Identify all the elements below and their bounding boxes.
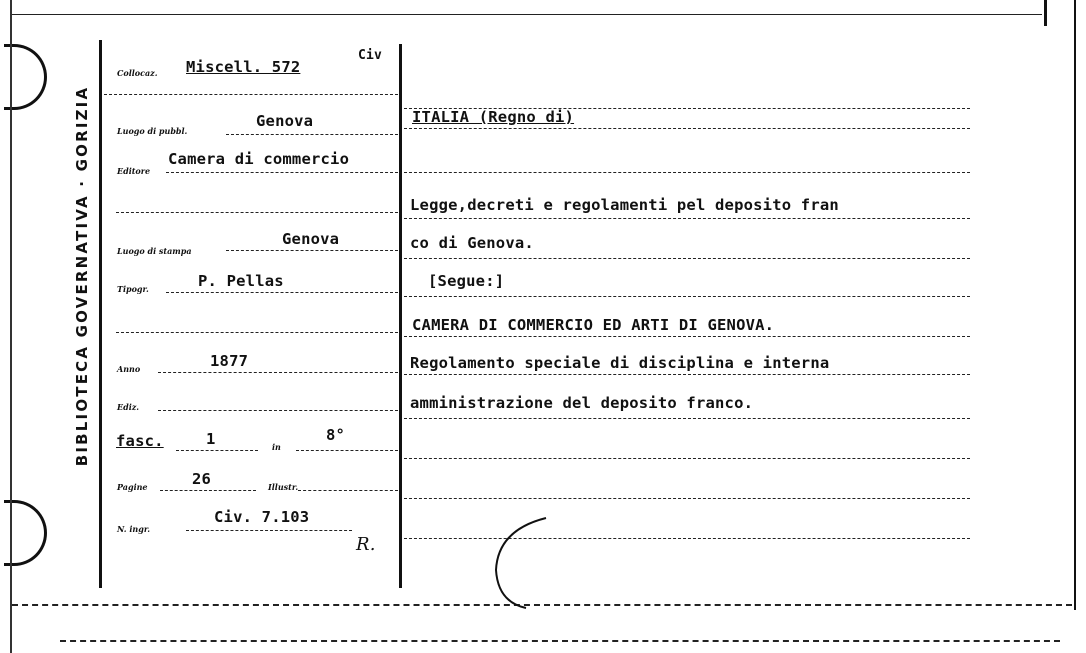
field-line-2 — [226, 134, 398, 135]
fasc-label: fasc. — [116, 432, 164, 450]
field-line-5 — [226, 250, 398, 251]
left-edge-line — [10, 0, 12, 653]
edizione-label: Ediz. — [117, 402, 140, 412]
desc-line-4 — [404, 218, 970, 219]
cataloguer-initials: R. — [356, 534, 376, 555]
formato-value: 8° — [326, 426, 346, 444]
tipografo-label: Tipogr. — [117, 284, 149, 294]
middle-column-line — [399, 44, 402, 588]
collocazione-suffix: Civ — [358, 48, 383, 63]
luogo-pubbl-label: Luogo di pubbl. — [117, 126, 188, 136]
desc-line-8 — [404, 374, 970, 375]
top-border — [12, 14, 1042, 15]
bottom-dash-line — [60, 640, 1060, 642]
field-line-10b — [296, 450, 398, 451]
field-line-8 — [158, 372, 398, 373]
description-line-1: ITALIA (Regno di) — [412, 108, 575, 126]
tipografo-value: P. Pellas — [198, 272, 284, 290]
field-line-9 — [158, 410, 398, 411]
luogo-pubbl-value: Genova — [256, 112, 314, 130]
field-line-3 — [166, 172, 398, 173]
anno-value: 1877 — [210, 352, 249, 370]
desc-line-10 — [404, 458, 970, 459]
desc-line-2 — [404, 128, 970, 129]
fasc-value: 1 — [206, 430, 216, 448]
desc-line-9 — [404, 418, 970, 419]
description-line-7: Regolamento speciale di disciplina e interna — [410, 354, 830, 372]
right-border — [1074, 0, 1076, 610]
luogo-stampa-value: Genova — [282, 230, 340, 248]
desc-line-7 — [404, 336, 970, 337]
field-line-12 — [186, 530, 352, 531]
field-line-10a — [176, 450, 258, 451]
desc-line-5 — [404, 258, 970, 259]
illustrazioni-label: Illustr. — [268, 482, 299, 492]
description-line-8: amministrazione del deposito franco. — [410, 394, 754, 412]
field-line-4 — [116, 212, 398, 213]
pagine-label: Pagine — [117, 482, 148, 492]
formato-label: in — [272, 442, 281, 452]
collocazione-label: Collocaz. — [117, 68, 158, 78]
desc-line-6 — [404, 296, 970, 297]
description-line-3: Legge,decreti e regolamenti pel deposito fran — [410, 196, 839, 214]
field-line-6 — [166, 292, 398, 293]
desc-line-11 — [404, 498, 970, 499]
collocazione-value: Miscell. 572 — [186, 58, 301, 76]
editore-value: Camera di commercio — [168, 150, 350, 168]
field-line-11a — [160, 490, 256, 491]
field-line-7 — [116, 332, 398, 333]
field-line-11b — [298, 490, 398, 491]
library-side-label: BIBLIOTECA GOVERNATIVA · GORIZIA — [73, 85, 91, 467]
stamp-arc — [486, 510, 576, 610]
left-column-line — [99, 40, 102, 588]
description-line-4: co di Genova. — [410, 234, 534, 252]
numero-ingresso-value: Civ. 7.103 — [214, 508, 310, 526]
pagine-value: 26 — [192, 470, 212, 488]
field-line-1 — [104, 94, 398, 95]
right-mark — [1044, 0, 1047, 26]
desc-line-3 — [404, 172, 970, 173]
numero-ingresso-label: N. ingr. — [117, 524, 151, 534]
editore-label: Editore — [117, 166, 151, 176]
luogo-stampa-label: Luogo di stampa — [117, 246, 192, 256]
anno-label: Anno — [117, 364, 141, 374]
description-line-6: CAMERA DI COMMERCIO ED ARTI DI GENOVA. — [412, 316, 775, 334]
description-line-5: [Segue:] — [428, 272, 505, 290]
